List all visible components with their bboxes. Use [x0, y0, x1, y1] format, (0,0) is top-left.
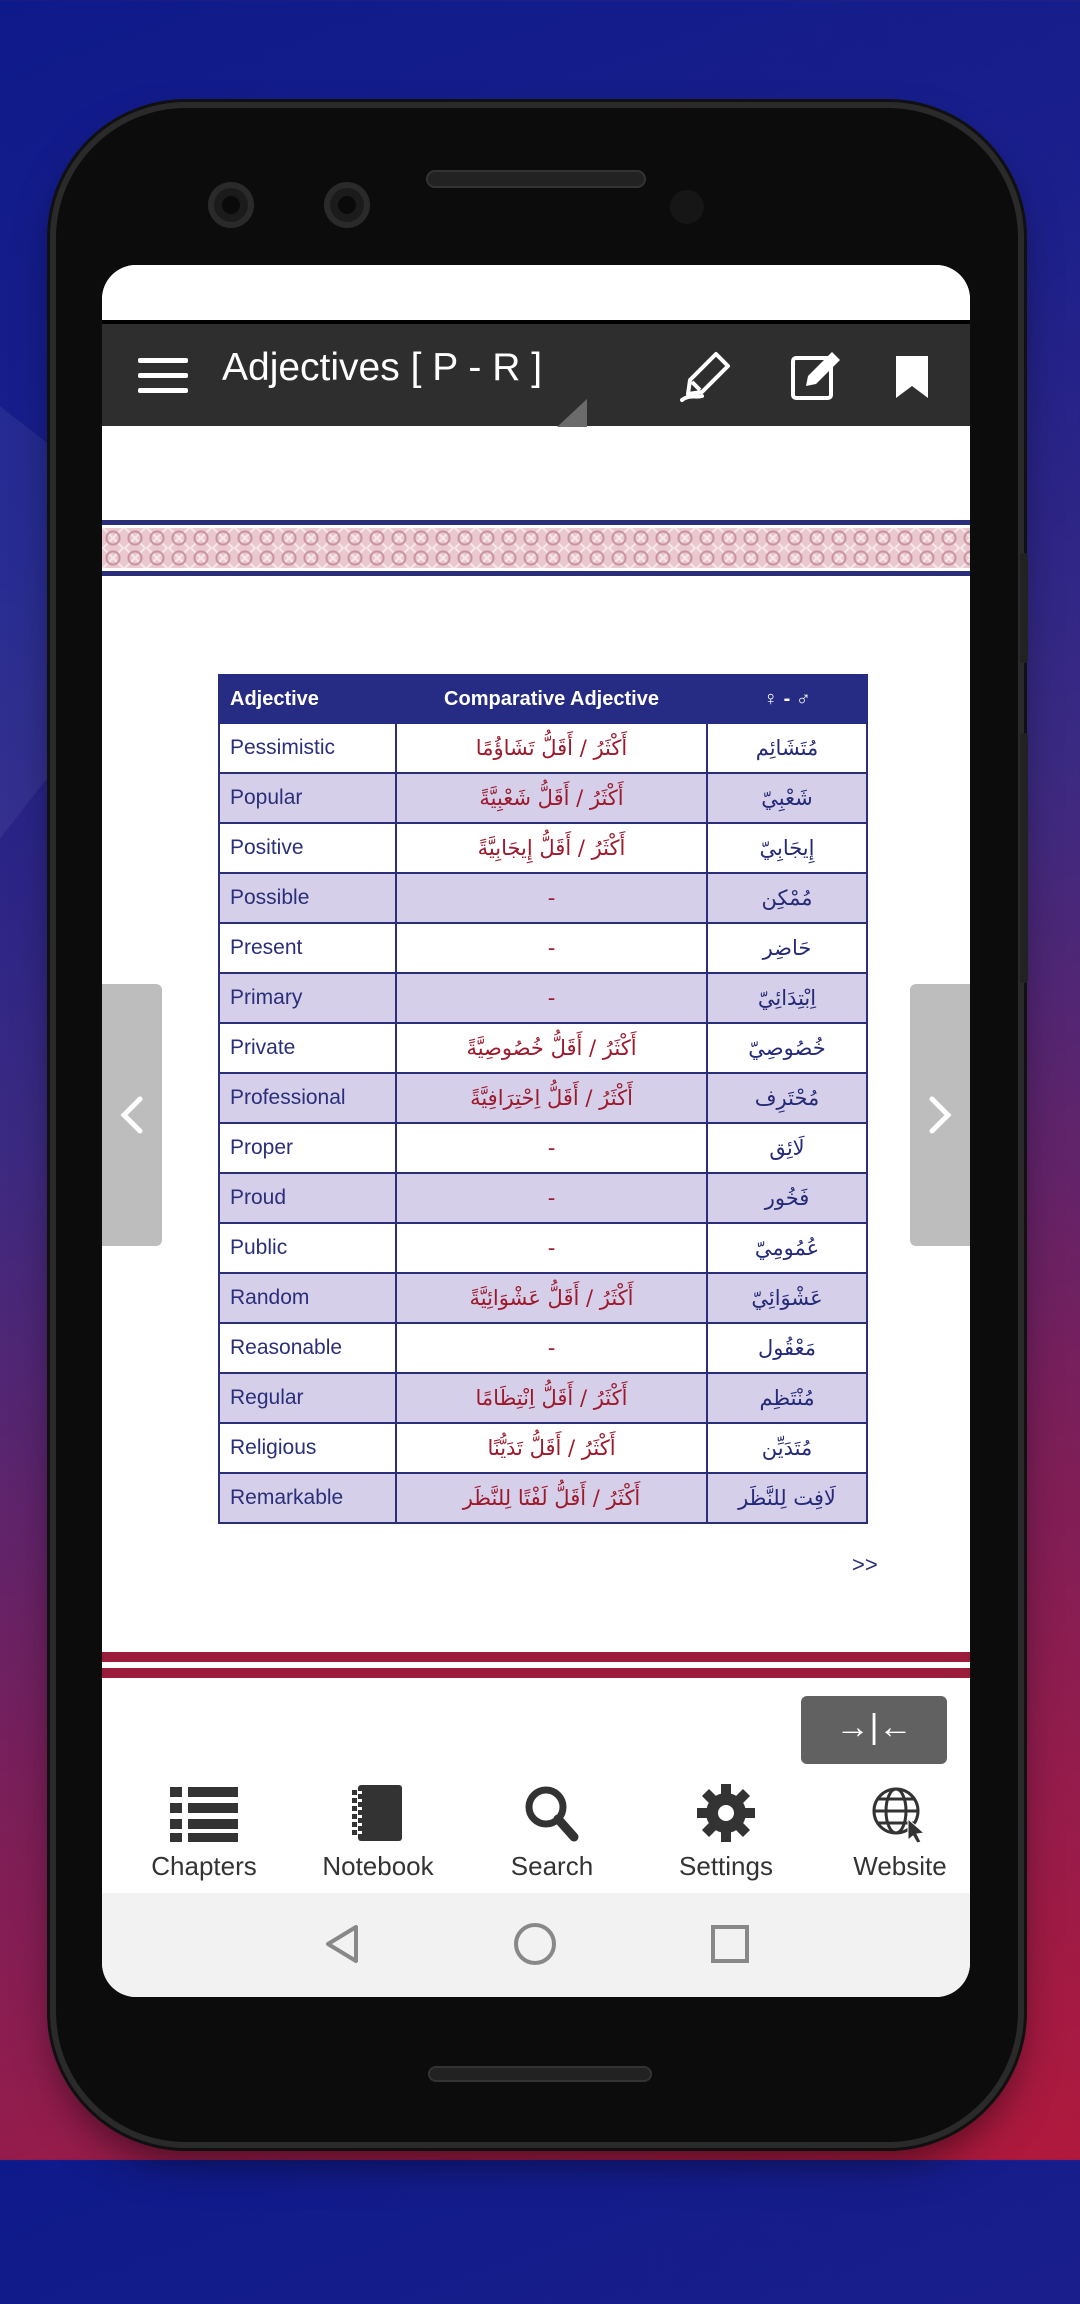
cell-comparative: - [396, 1173, 707, 1223]
cell-comparative: - [396, 923, 707, 973]
cell-arabic: مُمْكِن [707, 873, 867, 923]
table-row [219, 1273, 867, 1323]
toolbar-corner-marker [557, 399, 587, 427]
app-toolbar [102, 320, 970, 426]
bottom-speaker [428, 2066, 652, 2082]
nav-label: Settings [679, 1851, 773, 1881]
cell-comparative: - [396, 873, 707, 923]
fit-width-button[interactable] [801, 1696, 947, 1764]
header-gender: ♀ - ♂ [707, 675, 867, 723]
nav-chapters[interactable] [117, 1783, 291, 1882]
nav-label: Notebook [322, 1851, 434, 1881]
cell-arabic: لَائِق [707, 1123, 867, 1173]
nav-settings[interactable] [639, 1783, 813, 1882]
cell-comparative: أَكْثَرُ / أَقَلُّ تَشَاؤُمًا [396, 723, 707, 773]
cell-english: Random [219, 1273, 396, 1323]
cell-english: Positive [219, 823, 396, 873]
nav-notebook[interactable] [291, 1783, 465, 1882]
cell-arabic: مَعْقُول [707, 1323, 867, 1373]
cell-arabic: شَعْبِيّ [707, 773, 867, 823]
cell-english: Religious [219, 1423, 396, 1473]
table-row [219, 1323, 867, 1373]
cell-arabic: مُحْتَرِف [707, 1073, 867, 1123]
chevron-left-icon [116, 1095, 148, 1135]
cell-comparative: - [396, 973, 707, 1023]
highlight-pen-icon[interactable] [678, 348, 734, 404]
globe-icon [864, 1783, 936, 1843]
table-row [219, 973, 867, 1023]
next-page-link[interactable]: >> [852, 1552, 878, 1577]
cell-english: Proper [219, 1123, 396, 1173]
cell-english: Professional [219, 1073, 396, 1123]
cell-english: Popular [219, 773, 396, 823]
table-row [219, 1473, 867, 1523]
cell-comparative: أَكْثَرُ / أَقَلُّ شَعْبِيَّةً [396, 773, 707, 823]
next-page-button[interactable] [910, 984, 970, 1246]
search-icon [516, 1783, 588, 1843]
cell-comparative: أَكْثَرُ / أَقَلُّ إِيجَابِيَّةً [396, 823, 707, 873]
cell-arabic: لَافِت لِلنَّظَر [707, 1473, 867, 1523]
cell-english: Remarkable [219, 1473, 396, 1523]
front-camera-2-icon [324, 182, 370, 228]
cell-arabic: حَاضِر [707, 923, 867, 973]
cell-arabic: مُتَدَيِّن [707, 1423, 867, 1473]
table-row [219, 1073, 867, 1123]
nav-label: Chapters [151, 1851, 257, 1881]
cell-comparative: - [396, 1123, 707, 1173]
cell-arabic: إِيجَابِيّ [707, 823, 867, 873]
header-comparative: Comparative Adjective [396, 675, 707, 723]
cell-arabic: عُمُومِيّ [707, 1223, 867, 1273]
list-icon [168, 1783, 240, 1843]
cell-english: Private [219, 1023, 396, 1073]
cell-english: Reasonable [219, 1323, 396, 1373]
decorative-border-top [102, 520, 970, 576]
recents-icon[interactable] [708, 1921, 752, 1967]
cell-english: Present [219, 923, 396, 973]
edit-note-icon[interactable] [788, 348, 844, 404]
cell-arabic: مُنْتَظِم [707, 1373, 867, 1423]
adjectives-table [218, 674, 868, 1524]
page-title: Adjectives [ P - R ] [222, 346, 543, 389]
nav-website[interactable] [813, 1783, 970, 1882]
earpiece-speaker [426, 170, 646, 188]
cell-comparative: أَكْثَرُ / أَقَلُّ اِحْتِرَافِيَّةً [396, 1073, 707, 1123]
app-screen [102, 265, 970, 1997]
cell-arabic: مُتَشَائِم [707, 723, 867, 773]
cell-comparative: أَكْثَرُ / أَقَلُّ تَدَيُّنًا [396, 1423, 707, 1473]
table-header-row [219, 675, 867, 723]
nav-label: Search [510, 1851, 594, 1881]
home-icon[interactable] [512, 1921, 558, 1967]
cell-english: Public [219, 1223, 396, 1273]
cell-english: Pessimistic [219, 723, 396, 773]
cell-english: Proud [219, 1173, 396, 1223]
previous-page-button[interactable] [102, 984, 162, 1246]
table-row [219, 773, 867, 823]
cell-comparative: - [396, 1223, 707, 1273]
nav-search[interactable] [465, 1783, 639, 1882]
proximity-sensor [670, 190, 704, 224]
fit-width-icon: →|← [835, 1708, 913, 1746]
header-adjective: Adjective [219, 675, 396, 723]
cell-arabic: فَخُور [707, 1173, 867, 1223]
volume-button [1020, 733, 1028, 983]
chevron-right-icon [924, 1095, 956, 1135]
cell-comparative: أَكْثَرُ / أَقَلُّ عَشْوَائِيَّةً [396, 1273, 707, 1323]
cell-comparative: أَكْثَرُ / أَقَلُّ لَفْتًا لِلنَّظَر [396, 1473, 707, 1523]
table-row [219, 723, 867, 773]
nav-label: Website [853, 1851, 947, 1881]
system-navigation-bar [102, 1893, 970, 1997]
notebook-icon [342, 1783, 414, 1843]
side-button-top [1020, 553, 1028, 663]
gear-icon [690, 1783, 762, 1843]
cell-arabic: اِبْتِدَائِيّ [707, 973, 867, 1023]
table-row [219, 923, 867, 973]
cell-comparative: أَكْثَرُ / أَقَلُّ اِنْتِظَامًا [396, 1373, 707, 1423]
table-row [219, 823, 867, 873]
table-row [219, 873, 867, 923]
cell-arabic: عَشْوَائِيّ [707, 1273, 867, 1323]
cell-comparative: أَكْثَرُ / أَقَلُّ خُصُوصِيَّةً [396, 1023, 707, 1073]
cell-english: Possible [219, 873, 396, 923]
cell-english: Primary [219, 973, 396, 1023]
table-row [219, 1173, 867, 1223]
table-row [219, 1373, 867, 1423]
table-row [219, 1023, 867, 1073]
table-row [219, 1123, 867, 1173]
back-icon[interactable] [320, 1921, 364, 1967]
menu-icon[interactable] [138, 358, 188, 394]
table-row [219, 1423, 867, 1473]
front-camera-icon [208, 182, 254, 228]
bottom-navigation [102, 1783, 970, 1893]
table-row [219, 1223, 867, 1273]
cell-comparative: - [396, 1323, 707, 1373]
decorative-border-bottom [102, 1652, 970, 1686]
cell-arabic: خُصُوصِيّ [707, 1023, 867, 1073]
bookmark-icon[interactable] [884, 348, 940, 404]
cell-english: Regular [219, 1373, 396, 1423]
status-bar [102, 265, 970, 317]
